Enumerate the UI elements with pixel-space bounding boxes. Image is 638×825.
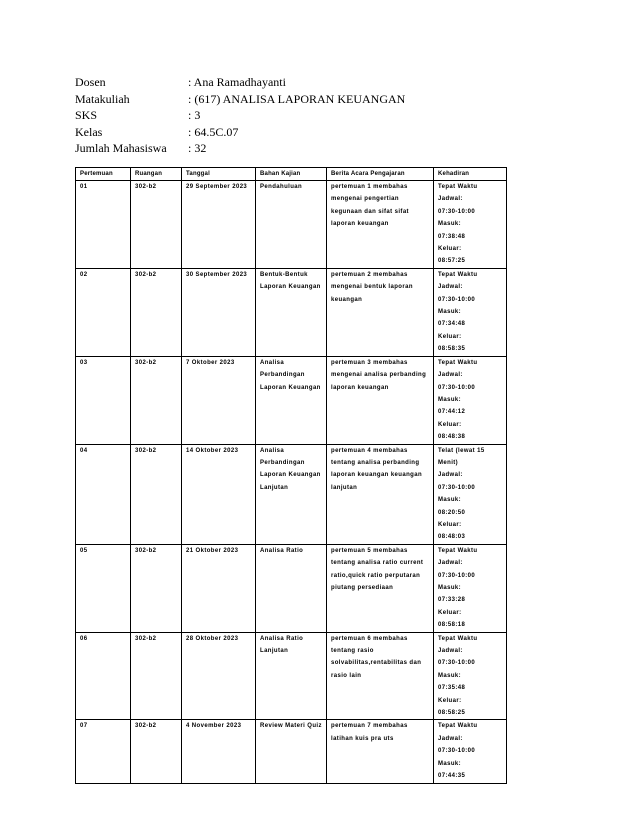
column-header-bahan-kajian: Bahan Kajian	[256, 168, 327, 181]
cell-tanggal: 28 Oktober 2023	[182, 632, 256, 720]
kelas-row	[75, 124, 405, 141]
cell-berita-acara: pertemuan 1 membahas mengenai pengertian kegunaan dan sifat sifat laporan keuangan	[327, 181, 434, 269]
matakuliah-label: Matakuliah	[75, 91, 130, 106]
cell-berita-acara: pertemuan 3 membahas mengenai analisa perbanding laporan keuangan	[327, 356, 434, 444]
kelas-value: : 64.5C.07	[188, 124, 239, 139]
cell-kehadiran: Tepat Waktu Jadwal: 07:30-10:00 Masuk: 07:44:12 Keluar: 08:48:38	[434, 356, 507, 444]
cell-berita-acara: pertemuan 2 membahas mengenai bentuk laporan keuangan	[327, 268, 434, 356]
cell-bahan-kajian: Analisa Ratio Lanjutan	[256, 632, 327, 720]
table-row	[76, 356, 507, 444]
cell-tanggal: 14 Oktober 2023	[182, 444, 256, 544]
cell-kehadiran: Tepat Waktu Jadwal: 07:30-10:00 Masuk: 07:33:28 Keluar: 08:58:18	[434, 544, 507, 632]
cell-ruangan: 302-b2	[131, 632, 182, 720]
cell-tanggal: 29 September 2023	[182, 181, 256, 269]
column-header-tanggal: Tanggal	[182, 168, 256, 181]
table-row	[76, 181, 507, 269]
cell-bahan-kajian: Analisa Ratio	[256, 544, 327, 632]
table-header-row	[76, 168, 507, 181]
cell-ruangan: 302-b2	[131, 720, 182, 783]
jumlah-label: Jumlah Mahasiswa	[75, 141, 167, 155]
cell-pertemuan: 06	[76, 632, 131, 720]
matakuliah-value: : (617) ANALISA LAPORAN KEUANGAN	[188, 91, 406, 106]
dosen-label: Dosen	[75, 75, 106, 89]
dosen-value: : Ana Ramadhayanti	[188, 75, 286, 89]
table-row	[76, 720, 507, 783]
sks-value: : 3	[188, 108, 201, 122]
cell-bahan-kajian: Pendahuluan	[256, 181, 327, 269]
cell-kehadiran: Tepat Waktu Jadwal: 07:30-10:00 Masuk: 07:34:48 Keluar: 08:58:35	[434, 268, 507, 356]
dosen-row	[75, 74, 405, 91]
cell-pertemuan: 02	[76, 268, 131, 356]
cell-pertemuan: 07	[76, 720, 131, 783]
cell-ruangan: 302-b2	[131, 444, 182, 544]
cell-pertemuan: 05	[76, 544, 131, 632]
course-info	[75, 74, 405, 157]
jumlah-value: : 32	[188, 141, 207, 155]
cell-berita-acara: pertemuan 7 membahas latihan kuis pra uts	[327, 720, 434, 783]
cell-tanggal: 21 Oktober 2023	[182, 544, 256, 632]
cell-ruangan: 302-b2	[131, 544, 182, 632]
cell-ruangan: 302-b2	[131, 181, 182, 269]
cell-kehadiran: Tepat Waktu Jadwal: 07:30-10:00 Masuk: 07:35:48 Keluar: 08:58:25	[434, 632, 507, 720]
sks-row	[75, 107, 405, 124]
column-header-ruangan: Ruangan	[131, 168, 182, 181]
cell-tanggal: 30 September 2023	[182, 268, 256, 356]
column-header-pertemuan: Pertemuan	[76, 168, 131, 181]
attendance-table	[75, 167, 507, 784]
cell-ruangan: 302-b2	[131, 356, 182, 444]
cell-pertemuan: 03	[76, 356, 131, 444]
column-header-kehadiran: Kehadiran	[434, 168, 507, 181]
cell-bahan-kajian: Analisa Perbandingan Laporan Keuangan	[256, 356, 327, 444]
table-row	[76, 632, 507, 720]
matakuliah-row	[75, 91, 405, 108]
cell-tanggal: 7 Oktober 2023	[182, 356, 256, 444]
table-row	[76, 268, 507, 356]
cell-kehadiran: Telat (lewat 15 Menit) Jadwal: 07:30-10:00 Masuk: 08:20:50 Keluar: 08:48:03	[434, 444, 507, 544]
cell-pertemuan: 01	[76, 181, 131, 269]
cell-bahan-kajian: Review Materi Quiz	[256, 720, 327, 783]
table-row	[76, 444, 507, 544]
cell-kehadiran: Tepat Waktu Jadwal: 07:30-10:00 Masuk: 07:44:35	[434, 720, 507, 783]
cell-bahan-kajian: Analisa Perbandingan Laporan Keuangan Lanjutan	[256, 444, 327, 544]
cell-ruangan: 302-b2	[131, 268, 182, 356]
cell-berita-acara: pertemuan 4 membahas tentang analisa perbanding laporan keuangan keuangan lanjutan	[327, 444, 434, 544]
cell-tanggal: 4 November 2023	[182, 720, 256, 783]
cell-berita-acara: pertemuan 6 membahas tentang rasio solvabilitas,rentabilitas dan rasio lain	[327, 632, 434, 720]
sks-label: SKS	[75, 108, 98, 122]
kelas-label: Kelas	[75, 124, 103, 139]
column-header-berita-acara: Berita Acara Pengajaran	[327, 168, 434, 181]
cell-kehadiran: Tepat Waktu Jadwal: 07:30-10:00 Masuk: 07:38:48 Keluar: 08:57:25	[434, 181, 507, 269]
cell-berita-acara: pertemuan 5 membahas tentang analisa ratio current ratio,quick ratio perputaran piutang persediaan	[327, 544, 434, 632]
jumlah-row	[75, 140, 405, 157]
table-row	[76, 544, 507, 632]
cell-bahan-kajian: Bentuk-Bentuk Laporan Keuangan	[256, 268, 327, 356]
cell-pertemuan: 04	[76, 444, 131, 544]
